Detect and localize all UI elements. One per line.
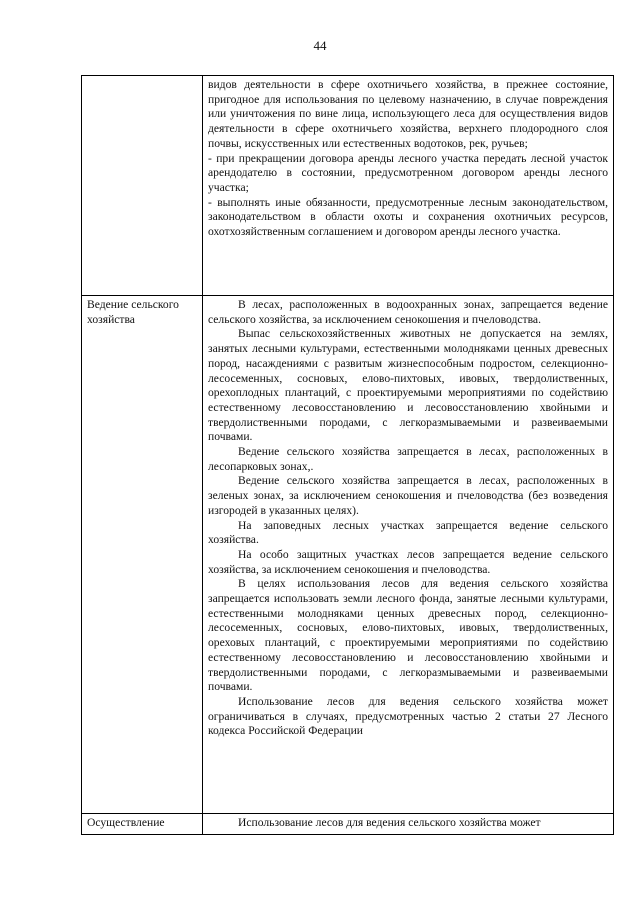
paragraph: В лесах, расположенных в водоохранных зонах, запрещается ведение сельского хозяйства, за исключением сенокошения и пчеловодства. xyxy=(208,298,608,326)
paragraph: Использование лесов для ведения сельского хозяйства может ограничиваться в случаях, предусмотренных частью 2 статьи 27 Лесного кодекса Российской Федерации xyxy=(208,694,608,738)
row-label xyxy=(82,76,203,296)
paragraph: Ведение сельского хозяйства запрещается в лесах, расположенных в зеленых зонах, за исключением сенокошения и пчеловодства (без возведения изгородей в указанных целях). xyxy=(208,474,608,517)
paragraph: видов деятельности в сфере охотничьего хозяйства, в прежнее состояние, пригодное для использования по целевому назначению, в случае повреждения или уничтожения по вине лица, использующего леса для осуществления видов деятельности в сфере охотничьего хозяйства, верхнего плодородного слоя почвы, искусственных или естественных водотоков, рек, ручьев; xyxy=(208,78,608,150)
table-row xyxy=(82,76,614,296)
paragraph: На особо защитных участках лесов запрещается ведение сельского хозяйства, за исключением сенокошения и пчеловодства. xyxy=(208,547,608,576)
paragraph: Ведение сельского хозяйства запрещается в лесах, расположенных в лесопарковых зонах,. xyxy=(208,445,608,473)
regulation-table xyxy=(81,75,614,835)
table-row xyxy=(82,296,614,814)
row-label: Осуществление xyxy=(82,814,203,835)
paragraph: - выполнять иные обязанности, предусмотренные лесным законодательством, законодательством в области охоты и сохранения охотничьих ресурсов, охотхозяйственным соглашением и договором аренды лесного участка. xyxy=(208,195,608,239)
page-number: 44 xyxy=(313,38,327,53)
paragraph: - при прекращении договора аренды лесного участка передать лесной участок арендодателю в состоянии, предусмотренном договором аренды лесного участка; xyxy=(208,151,608,194)
paragraph: Выпас сельскохозяйственных животных не допускается на землях, занятых лесными культурами, естественными молодняками ценных древесных пород, насаждениями с развитым жизнеспособным подростом, селекционно-лесосеменных, сосновых, елово-пихтовых, ивовых, твердолиственных, орехоплодных плантаций, с проектируемыми мероприятиями по содействию естественному лесовосстановлению и лесовосстановлению хвойными и твердолиственными породами, с легкоразмываемыми и развеиваемыми почвами. xyxy=(208,327,608,444)
paragraph: Использование лесов для ведения сельского хозяйства может xyxy=(238,816,541,829)
row-content xyxy=(203,296,614,814)
table-row xyxy=(82,814,614,835)
row-content xyxy=(203,76,614,296)
paragraph: В целях использования лесов для ведения сельского хозяйства запрещается использовать земли лесного фонда, занятые лесными культурами, естественными молодняками ценных древесных пород, селекционно-лесосеменных, сосновых, елово-пихтовых, ивовых, твердолиственных, ореховых плантаций, с проектируемыми мероприятиями по содействию естественному лесовосстановлению и лесовосстановлению хвойными и твердолиственными породами, с легкоразмываемыми и развеиваемыми почвами. xyxy=(208,577,608,694)
paragraph: На заповедных лесных участках запрещается ведение сельского хозяйства. xyxy=(208,518,608,547)
row-content xyxy=(203,814,614,835)
row-label: Ведение сельского хозяйства xyxy=(82,296,203,814)
